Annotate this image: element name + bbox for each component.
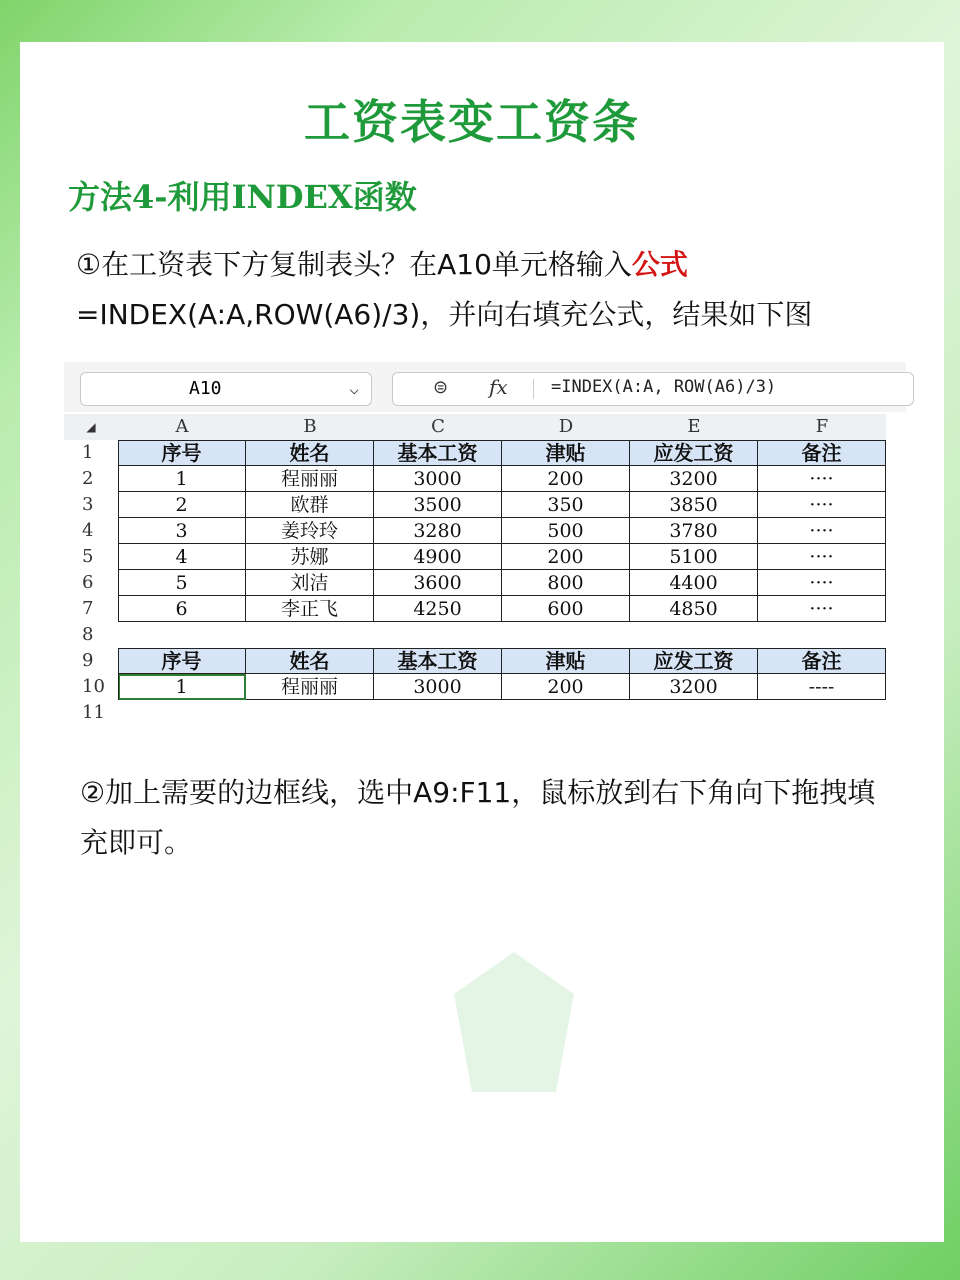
table-cell[interactable]: 350 <box>502 492 630 518</box>
table-cell[interactable]: 200 <box>502 466 630 492</box>
table-cell[interactable]: 刘洁 <box>246 570 374 596</box>
row-header-9[interactable]: 9 <box>64 648 118 674</box>
table-cell[interactable]: 4850 <box>630 596 758 622</box>
row-header-4[interactable]: 4 <box>64 518 118 544</box>
table-cell[interactable]: ---- <box>758 674 886 700</box>
table-cell[interactable]: 4400 <box>630 570 758 596</box>
method-subtitle: 方法4-利用INDEX函数 <box>68 178 417 216</box>
table-cell[interactable]: 3850 <box>630 492 758 518</box>
table-cell[interactable]: 600 <box>502 596 630 622</box>
chevron-down-icon[interactable]: ⌵ <box>349 379 359 398</box>
header-cell[interactable]: 应发工资 <box>630 440 758 466</box>
table-cell[interactable]: 李正飞 <box>246 596 374 622</box>
header-cell[interactable]: 基本工资 <box>374 440 502 466</box>
formula-bar <box>64 362 906 412</box>
column-header-F[interactable]: F <box>758 414 886 440</box>
selected-cell-a10[interactable]: 1 <box>118 674 246 700</box>
table-cell[interactable]: ···· <box>758 492 886 518</box>
row-header-2[interactable]: 2 <box>64 466 118 492</box>
table-cell[interactable]: 4 <box>118 544 246 570</box>
table-cell[interactable]: 3780 <box>630 518 758 544</box>
formula-text: =INDEX(A:A, ROW(A6)/3) <box>551 377 777 397</box>
header-copy-cell[interactable]: 备注 <box>758 648 886 674</box>
table-cell[interactable]: 2 <box>118 492 246 518</box>
table-cell[interactable]: 3 <box>118 518 246 544</box>
column-header-B[interactable]: B <box>246 414 374 440</box>
zoom-icon[interactable]: ⊜ <box>433 377 449 398</box>
header-copy-cell[interactable]: 津贴 <box>502 648 630 674</box>
formula-divider <box>533 379 534 399</box>
step1-text: ①在工资表下方复制表头？在A10单元格输入 <box>76 248 632 281</box>
header-copy-cell[interactable]: 应发工资 <box>630 648 758 674</box>
table-cell[interactable]: 姜玲玲 <box>246 518 374 544</box>
header-cell[interactable]: 姓名 <box>246 440 374 466</box>
row-header-7[interactable]: 7 <box>64 596 118 622</box>
table-cell[interactable]: 3200 <box>630 674 758 700</box>
table-cell[interactable]: ···· <box>758 466 886 492</box>
header-copy-cell[interactable]: 姓名 <box>246 648 374 674</box>
header-cell[interactable]: 备注 <box>758 440 886 466</box>
header-cell[interactable]: 序号 <box>118 440 246 466</box>
row-header-5[interactable]: 5 <box>64 544 118 570</box>
table-cell[interactable]: 500 <box>502 518 630 544</box>
column-header-C[interactable]: C <box>374 414 502 440</box>
name-box-value: A10 <box>189 378 222 399</box>
table-cell[interactable]: 200 <box>502 544 630 570</box>
row-header-3[interactable]: 3 <box>64 492 118 518</box>
step2-paragraph: ②加上需要的边框线，选中A9:F11，鼠标放到右下角向下拖拽填充即可。 <box>80 776 876 859</box>
table-cell[interactable]: 3000 <box>374 466 502 492</box>
function-icon[interactable]: fx <box>489 375 508 399</box>
column-header-D[interactable]: D <box>502 414 630 440</box>
table-cell[interactable]: 3500 <box>374 492 502 518</box>
column-header-E[interactable]: E <box>630 414 758 440</box>
table-cell[interactable]: 4250 <box>374 596 502 622</box>
table-cell[interactable]: ···· <box>758 544 886 570</box>
row-header-11[interactable]: 11 <box>64 700 118 726</box>
table-cell[interactable]: 6 <box>118 596 246 622</box>
table-cell[interactable]: 5100 <box>630 544 758 570</box>
table-cell[interactable]: 200 <box>502 674 630 700</box>
page-title: 工资表变工资条 <box>304 95 640 149</box>
table-cell[interactable]: 3280 <box>374 518 502 544</box>
table-cell[interactable]: 苏娜 <box>246 544 374 570</box>
select-all-corner[interactable]: ◢ <box>64 414 118 440</box>
table-cell[interactable]: 5 <box>118 570 246 596</box>
header-cell[interactable]: 津贴 <box>502 440 630 466</box>
step1-highlight: 公式 <box>631 248 688 281</box>
row-header-8[interactable]: 8 <box>64 622 118 648</box>
header-copy-cell[interactable]: 序号 <box>118 648 246 674</box>
spreadsheet-screenshot <box>64 362 906 723</box>
table-cell[interactable]: 3000 <box>374 674 502 700</box>
row-header-10[interactable]: 10 <box>64 674 118 700</box>
table-cell[interactable]: 4900 <box>374 544 502 570</box>
name-box[interactable] <box>80 372 372 406</box>
table-cell[interactable]: ···· <box>758 596 886 622</box>
table-cell[interactable]: 程丽丽 <box>246 674 374 700</box>
table-cell[interactable]: 程丽丽 <box>246 466 374 492</box>
step1-paragraph <box>76 240 896 340</box>
step1-formula-text: =INDEX(A:A,ROW(A6)/3)，并向右填充公式，结果如下图 <box>76 298 813 331</box>
table-cell[interactable]: 3600 <box>374 570 502 596</box>
row-header-6[interactable]: 6 <box>64 570 118 596</box>
table-cell[interactable]: ···· <box>758 518 886 544</box>
table-cell[interactable]: 欧群 <box>246 492 374 518</box>
formula-box[interactable] <box>392 372 914 406</box>
header-copy-cell[interactable]: 基本工资 <box>374 648 502 674</box>
row-header-1[interactable]: 1 <box>64 440 118 466</box>
table-cell[interactable]: 800 <box>502 570 630 596</box>
table-cell[interactable]: ···· <box>758 570 886 596</box>
column-header-A[interactable]: A <box>118 414 246 440</box>
table-cell[interactable]: 3200 <box>630 466 758 492</box>
table-cell[interactable]: 1 <box>118 466 246 492</box>
